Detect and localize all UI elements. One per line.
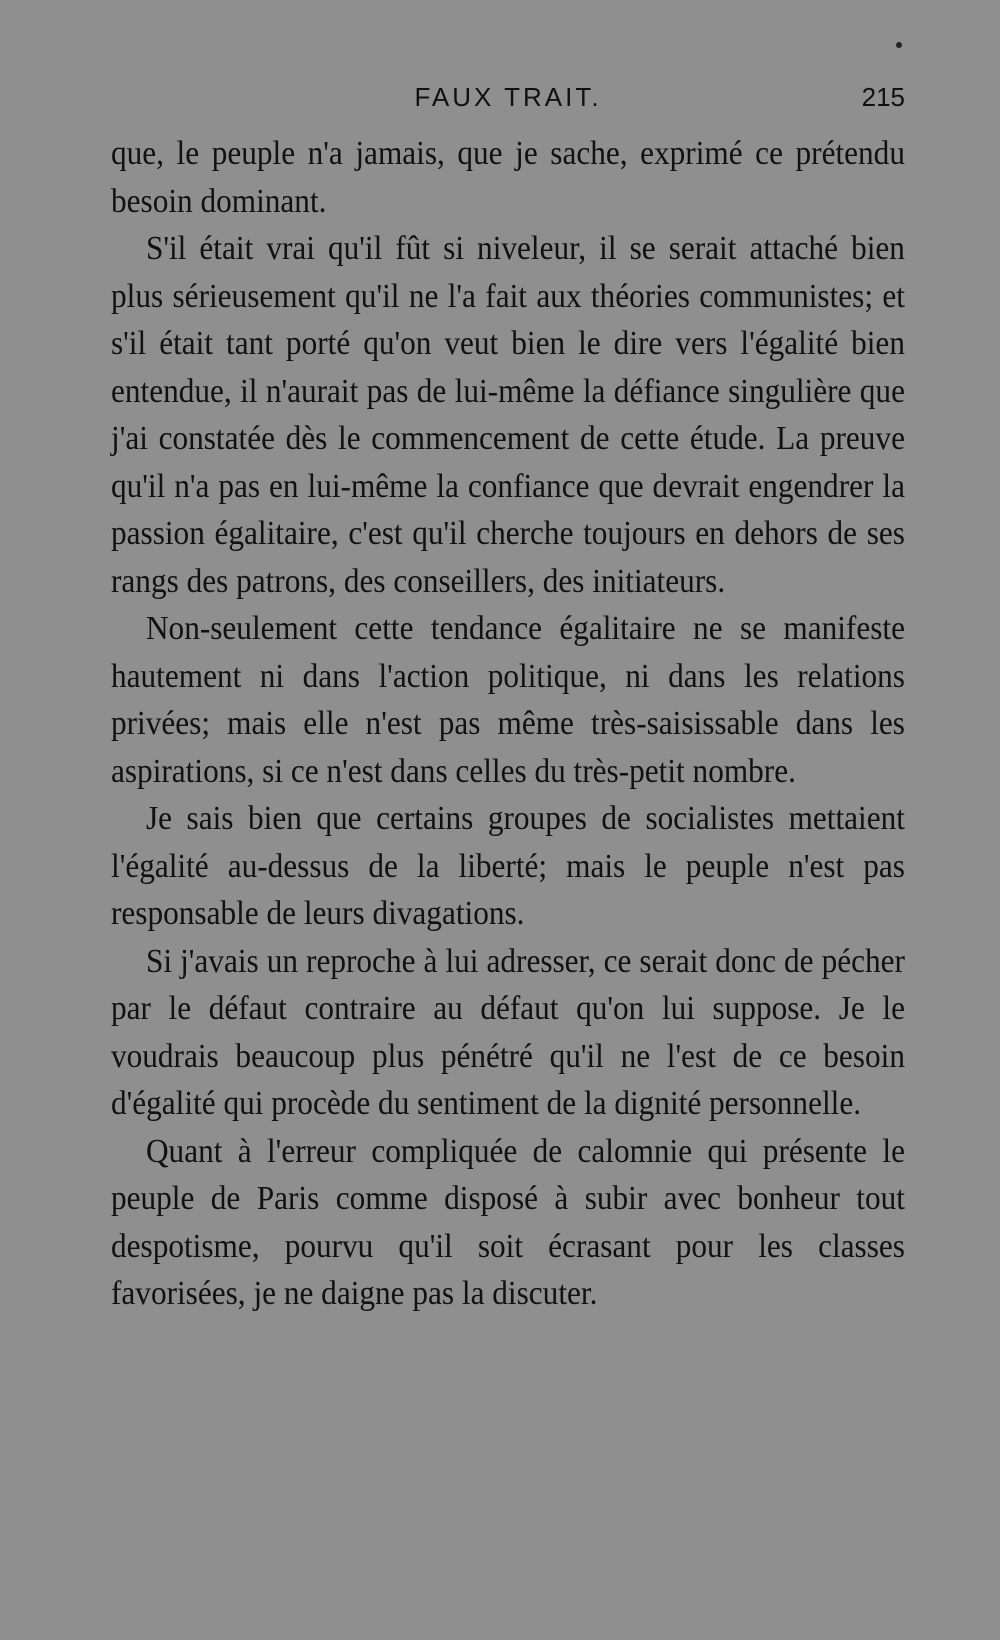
running-head [111,80,905,114]
paragraph-continuation: que, le peuple n'a jamais, que je sache, exprimé ce prétendu besoin dominant. [111,135,905,220]
page-number: 215 [861,82,905,112]
paragraph: Non-seulement cette tendance égalitaire ne se manifeste hautement ni dans l'action politique, ni dans les relations privées; mais elle n'est pas même très-saisissable dans les aspirations, si ce n'est dans celles du très-petit nombre. [111,610,905,790]
paragraph: S'il était vrai qu'il fût si niveleur, il se serait attaché bien plus sérieusement qu'il ne l'a fait aux théories communistes; et s'il était tant porté qu'on veut bien le dire vers l'égalité bien entendue, il n'aurait pas de lui-même la défiance singulière que j'ai constatée dès le commencement de cette étude. La preuve qu'il n'a pas en lui-même la confiance que devrait engendrer la passion égalitaire, c'est qu'il cherche toujours en dehors de ses rangs des patrons, des conseillers, des initiateurs. [111,230,905,600]
ink-speck [896,42,902,48]
paragraph: Si j'avais un reproche à lui adresser, ce serait donc de pécher par le défaut contraire au défaut qu'on lui suppose. Je le voudrais beaucoup plus pénétré qu'il ne l'est de ce besoin d'égalité qui procède du sentiment de la dignité personnelle. [111,942,905,1122]
body-text [111,130,905,1318]
paragraph: Quant à l'erreur compliquée de calomnie qui présente le peuple de Paris comme disposé à subir avec bonheur tout despotisme, pourvu qu'il soit écrasant pour les classes favorisées, je ne daigne pas la discuter. [111,1132,905,1312]
running-title: FAUX TRAIT. [414,82,602,112]
paragraph: Je sais bien que certains groupes de socialistes mettaient l'égalité au-dessus de la liberté; mais le peuple n'est pas responsable de leurs divagations. [111,800,905,932]
